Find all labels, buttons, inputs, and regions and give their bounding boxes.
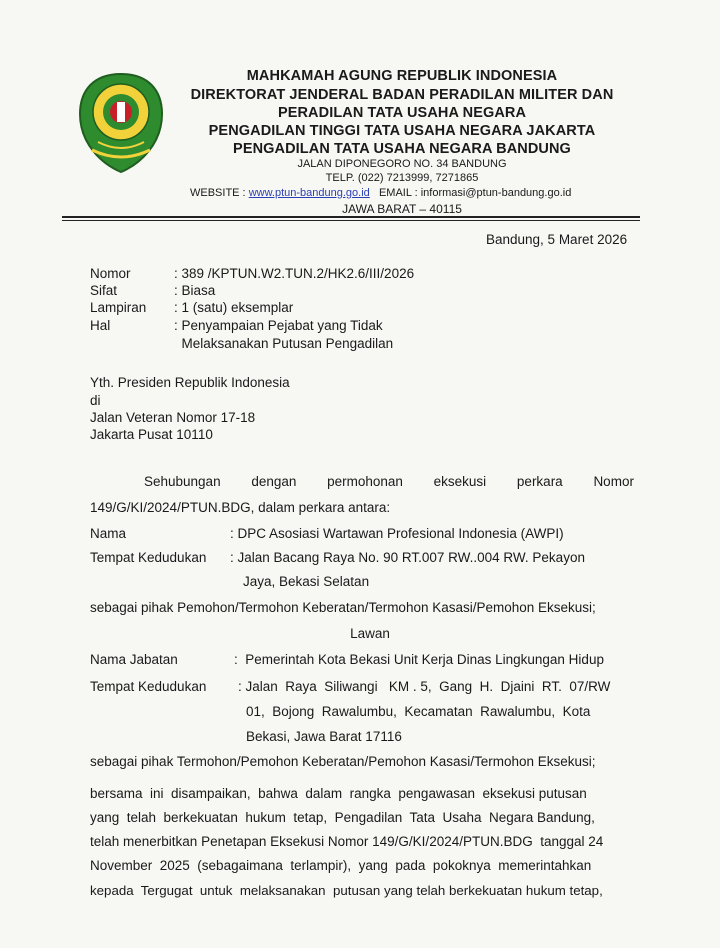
recipient-line-4: Jakarta Pusat 10110 (90, 427, 213, 442)
letter-date: Bandung, 5 Maret 2026 (486, 232, 628, 247)
body-line-4: November 2025 (sebagaimana terlampir), yang pada pokoknya memerintahkan (90, 858, 592, 873)
meta-value: : Biasa (174, 283, 216, 298)
word: eksekusi (433, 474, 487, 489)
recipient-line-1: Yth. Presiden Republik Indonesia (90, 375, 290, 390)
header-line-4: PENGADILAN TINGGI TATA USAHA NEGARA JAKARTA (208, 123, 596, 139)
meta-key: Nomor (90, 266, 131, 281)
meta-row (90, 283, 215, 298)
word: dengan (251, 474, 297, 489)
party2-seat-value-2: 01, Bojong Rawalumbu, Kecamatan Rawalumbu, Kota (246, 704, 591, 719)
email-text: EMAIL : informasi@ptun-bandung.go.id (378, 187, 572, 199)
party2-name-value: : Pemerintah Kota Bekasi Unit Kerja Dinas Lingkungan Hidup (234, 652, 604, 667)
header-phone: TELP. (022) 7213999, 7271865 (325, 172, 479, 184)
word: Sehubungan (144, 474, 221, 489)
header-rule-thin (62, 220, 640, 221)
meta-value: : 389 /KPTUN.W2.TUN.2/HK2.6/III/2026 (174, 266, 415, 281)
header-line-5: PENGADILAN TATA USAHA NEGARA BANDUNG (233, 141, 571, 157)
word: Nomor (593, 474, 634, 489)
header-line-2: DIREKTORAT JENDERAL BADAN PERADILAN MILITER DAN (190, 87, 614, 103)
header-contact (190, 187, 571, 199)
party1-role: sebagai pihak Pemohon/Termohon Keberatan/Termohon Kasasi/Pemohon Eksekusi; (90, 600, 596, 615)
party2-name-label: Nama Jabatan (90, 652, 178, 667)
recipient-line-2: di (90, 393, 101, 408)
meta-key: Hal (90, 318, 111, 333)
party1-name-label: Nama (90, 526, 127, 541)
meta-row (90, 266, 414, 281)
website-link[interactable]: www.ptun-bandung.go.id (248, 187, 370, 199)
body-line-1: bersama ini disampaikan, bahwa dalam rangka pengawasan eksekusi putusan (90, 786, 587, 801)
party1-seat-label: Tempat Kedudukan (90, 550, 207, 565)
party2-role: sebagai pihak Termohon/Pemohon Keberatan/Pemohon Kasasi/Termohon Eksekusi; (90, 754, 596, 769)
opening-line-2: 149/G/KI/2024/PTUN.BDG, dalam perkara antara: (90, 500, 391, 515)
meta-key: Lampiran (90, 300, 147, 315)
website-label: WEBSITE : (190, 187, 246, 199)
header-address: JALAN DIPONEGORO NO. 34 BANDUNG (297, 158, 507, 170)
party2-seat-value: : Jalan Raya Siliwangi KM . 5, Gang H. Djaini RT. 07/RW (238, 679, 611, 694)
party2-name-row (90, 652, 604, 667)
opening-line-1 (144, 474, 634, 489)
versus-label: Lawan (350, 626, 390, 641)
body-line-5: kepada Tergugat untuk melaksanakan putusan yang telah berkekuatan hukum tetap, (90, 883, 603, 898)
body-line-2: yang telah berkekuatan hukum tetap, Pengadilan Tata Usaha Negara Bandung, (90, 810, 595, 825)
party1-seat-value-2: Jaya, Bekasi Selatan (243, 574, 370, 589)
meta-row (90, 336, 393, 351)
word: permohonan (327, 474, 403, 489)
meta-value: : 1 (satu) eksemplar (174, 300, 294, 315)
word: perkara (516, 474, 563, 489)
header-region: JAWA BARAT – 40115 (342, 202, 462, 216)
recipient-line-3: Jalan Veteran Nomor 17-18 (90, 410, 256, 425)
body-line-3: telah menerbitkan Penetapan Eksekusi Nomor 149/G/KI/2024/PTUN.BDG tanggal 24 (90, 834, 604, 849)
meta-value: : Penyampaian Pejabat yang Tidak (174, 318, 383, 333)
party1-seat-value: : Jalan Bacang Raya No. 90 RT.007 RW..004 RW. Pekayon (230, 550, 585, 565)
party1-seat-row (90, 550, 585, 565)
party1-name-row (90, 526, 564, 541)
party1-name-value: : DPC Asosiasi Wartawan Profesional Indonesia (AWPI) (230, 526, 564, 541)
party2-seat-value-3: Bekasi, Jawa Barat 17116 (246, 729, 402, 744)
meta-value: Melaksanakan Putusan Pengadilan (174, 336, 394, 351)
meta-key: Sifat (90, 283, 118, 298)
meta-row (90, 318, 383, 333)
party2-seat-row (90, 679, 610, 694)
header-rule-thick (62, 216, 640, 218)
header-line-3: PERADILAN TATA USAHA NEGARA (277, 105, 527, 121)
party2-seat-label: Tempat Kedudukan (90, 679, 207, 694)
meta-row (90, 300, 293, 315)
header-line-1: MAHKAMAH AGUNG REPUBLIK INDONESIA (246, 68, 558, 84)
